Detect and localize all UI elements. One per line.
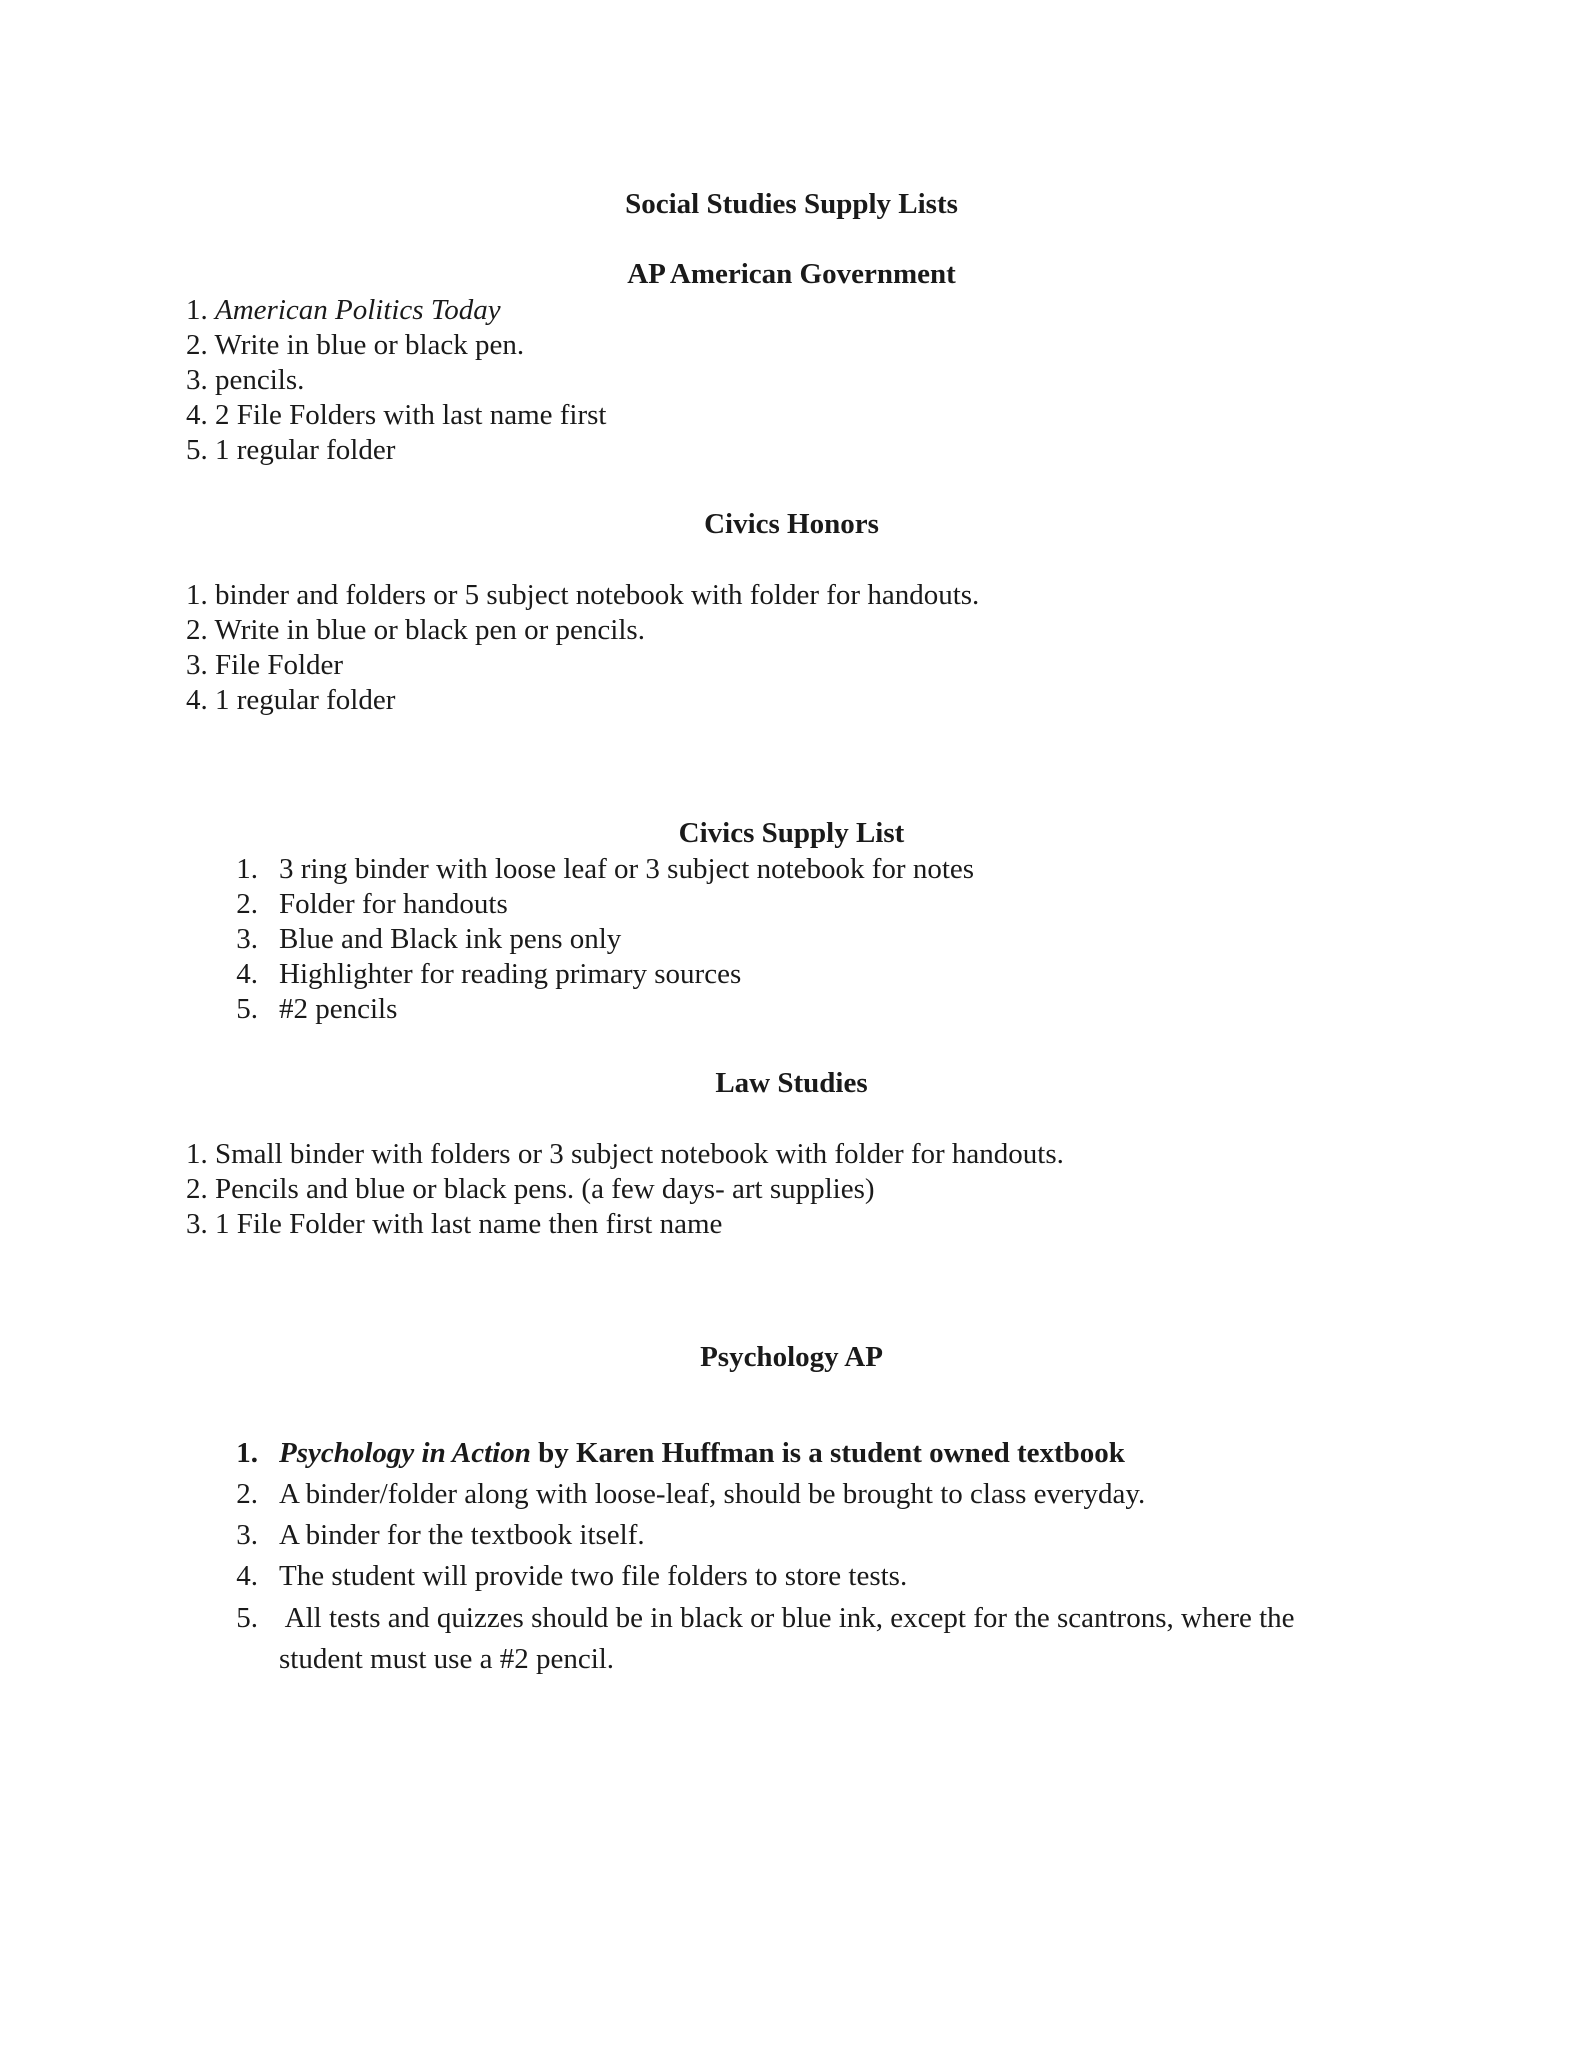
list-item — [186, 292, 501, 328]
list-item-text: Write in blue or black pen or pencils. — [214, 614, 645, 646]
book-title: Psychology in Action — [279, 1437, 531, 1469]
list-item-number: 2. — [186, 614, 215, 646]
list-item-number: 2. — [186, 329, 215, 361]
list-item-text: Folder for handouts — [279, 888, 508, 920]
book-title: American Politics Today — [215, 294, 501, 326]
list-item-number: 2. — [186, 1173, 215, 1205]
list-item-text: binder and folders or 5 subject notebook with folder for handouts. — [215, 579, 980, 611]
list-item-text: Write in blue or black pen. — [214, 329, 525, 361]
list-item-text: Small binder with folders or 3 subject notebook with folder for handouts. — [215, 1138, 1064, 1170]
list-item-text: 3 ring binder with loose leaf or 3 subject notebook for notes — [279, 853, 975, 885]
list-item-text — [279, 1435, 1125, 1471]
list-item-number: 3. — [186, 1208, 215, 1240]
list-item — [186, 1171, 875, 1207]
list-item-text: Pencils and blue or black pens. (a few days- art supplies) — [215, 1173, 875, 1205]
list-item — [186, 362, 304, 398]
section-heading-law-studies: Law Studies — [715, 1067, 868, 1099]
list-item-number: 5. — [236, 1602, 258, 1634]
list-item-text-rest: by Karen Huffman is a student owned textbook — [530, 1437, 1125, 1469]
list-item-number: 3. — [186, 364, 215, 396]
list-item-number: 5. — [186, 434, 215, 466]
list-item — [186, 612, 645, 648]
list-item-number: 1. — [186, 1138, 215, 1170]
list-item-text: student must use a #2 pencil. — [279, 1643, 615, 1675]
list-item — [186, 1206, 722, 1242]
list-item — [186, 327, 524, 363]
list-item — [186, 682, 395, 718]
list-item-text: Blue and Black ink pens only — [279, 923, 622, 955]
list-item-number: 3. — [186, 649, 215, 681]
list-item-text: Highlighter for reading primary sources — [279, 958, 742, 990]
list-item-number: 4. — [186, 399, 215, 431]
list-item-text: 1 regular folder — [215, 434, 396, 466]
section-heading-ap-government: AP American Government — [627, 258, 956, 290]
list-item — [186, 432, 395, 468]
list-item-text: #2 pencils — [279, 993, 398, 1025]
list-item-text: File Folder — [215, 649, 344, 681]
list-item-text: All tests and quizzes should be in black or blue ink, except for the scantrons, where the — [279, 1602, 1295, 1634]
list-item-number: 3. — [236, 923, 258, 955]
list-item-number: 4. — [236, 958, 258, 990]
list-item-text: 2 File Folders with last name first — [215, 399, 607, 431]
list-item-number: 1. — [236, 853, 258, 885]
list-item-text: pencils. — [215, 364, 305, 396]
list-item — [186, 647, 343, 683]
list-item-text: 1 regular folder — [215, 684, 396, 716]
list-item-number: 1. — [186, 294, 215, 326]
list-item-text: A binder/folder along with loose-leaf, should be brought to class everyday. — [279, 1478, 1146, 1510]
list-item-number: 1. — [236, 1437, 258, 1469]
list-item-number: 4. — [186, 684, 215, 716]
list-item-number: 5. — [236, 993, 258, 1025]
list-item-text: A binder for the textbook itself. — [279, 1519, 645, 1551]
list-item-number: 2. — [236, 1478, 258, 1510]
section-heading-psychology-ap: Psychology AP — [700, 1341, 883, 1373]
list-item — [186, 397, 606, 433]
list-item-number: 1. — [186, 579, 215, 611]
section-heading-civics-honors: Civics Honors — [704, 508, 879, 540]
list-item — [186, 577, 979, 613]
list-item-text: 1 File Folder with last name then first name — [215, 1208, 723, 1240]
list-item-number: 2. — [236, 888, 258, 920]
list-item-number: 4. — [236, 1560, 258, 1592]
list-item-text: The student will provide two file folders to store tests. — [279, 1560, 908, 1592]
page-title: Social Studies Supply Lists — [625, 188, 958, 220]
list-item — [186, 1136, 1064, 1172]
section-heading-civics-supply-list: Civics Supply List — [678, 817, 905, 849]
list-item-number: 3. — [236, 1519, 258, 1551]
